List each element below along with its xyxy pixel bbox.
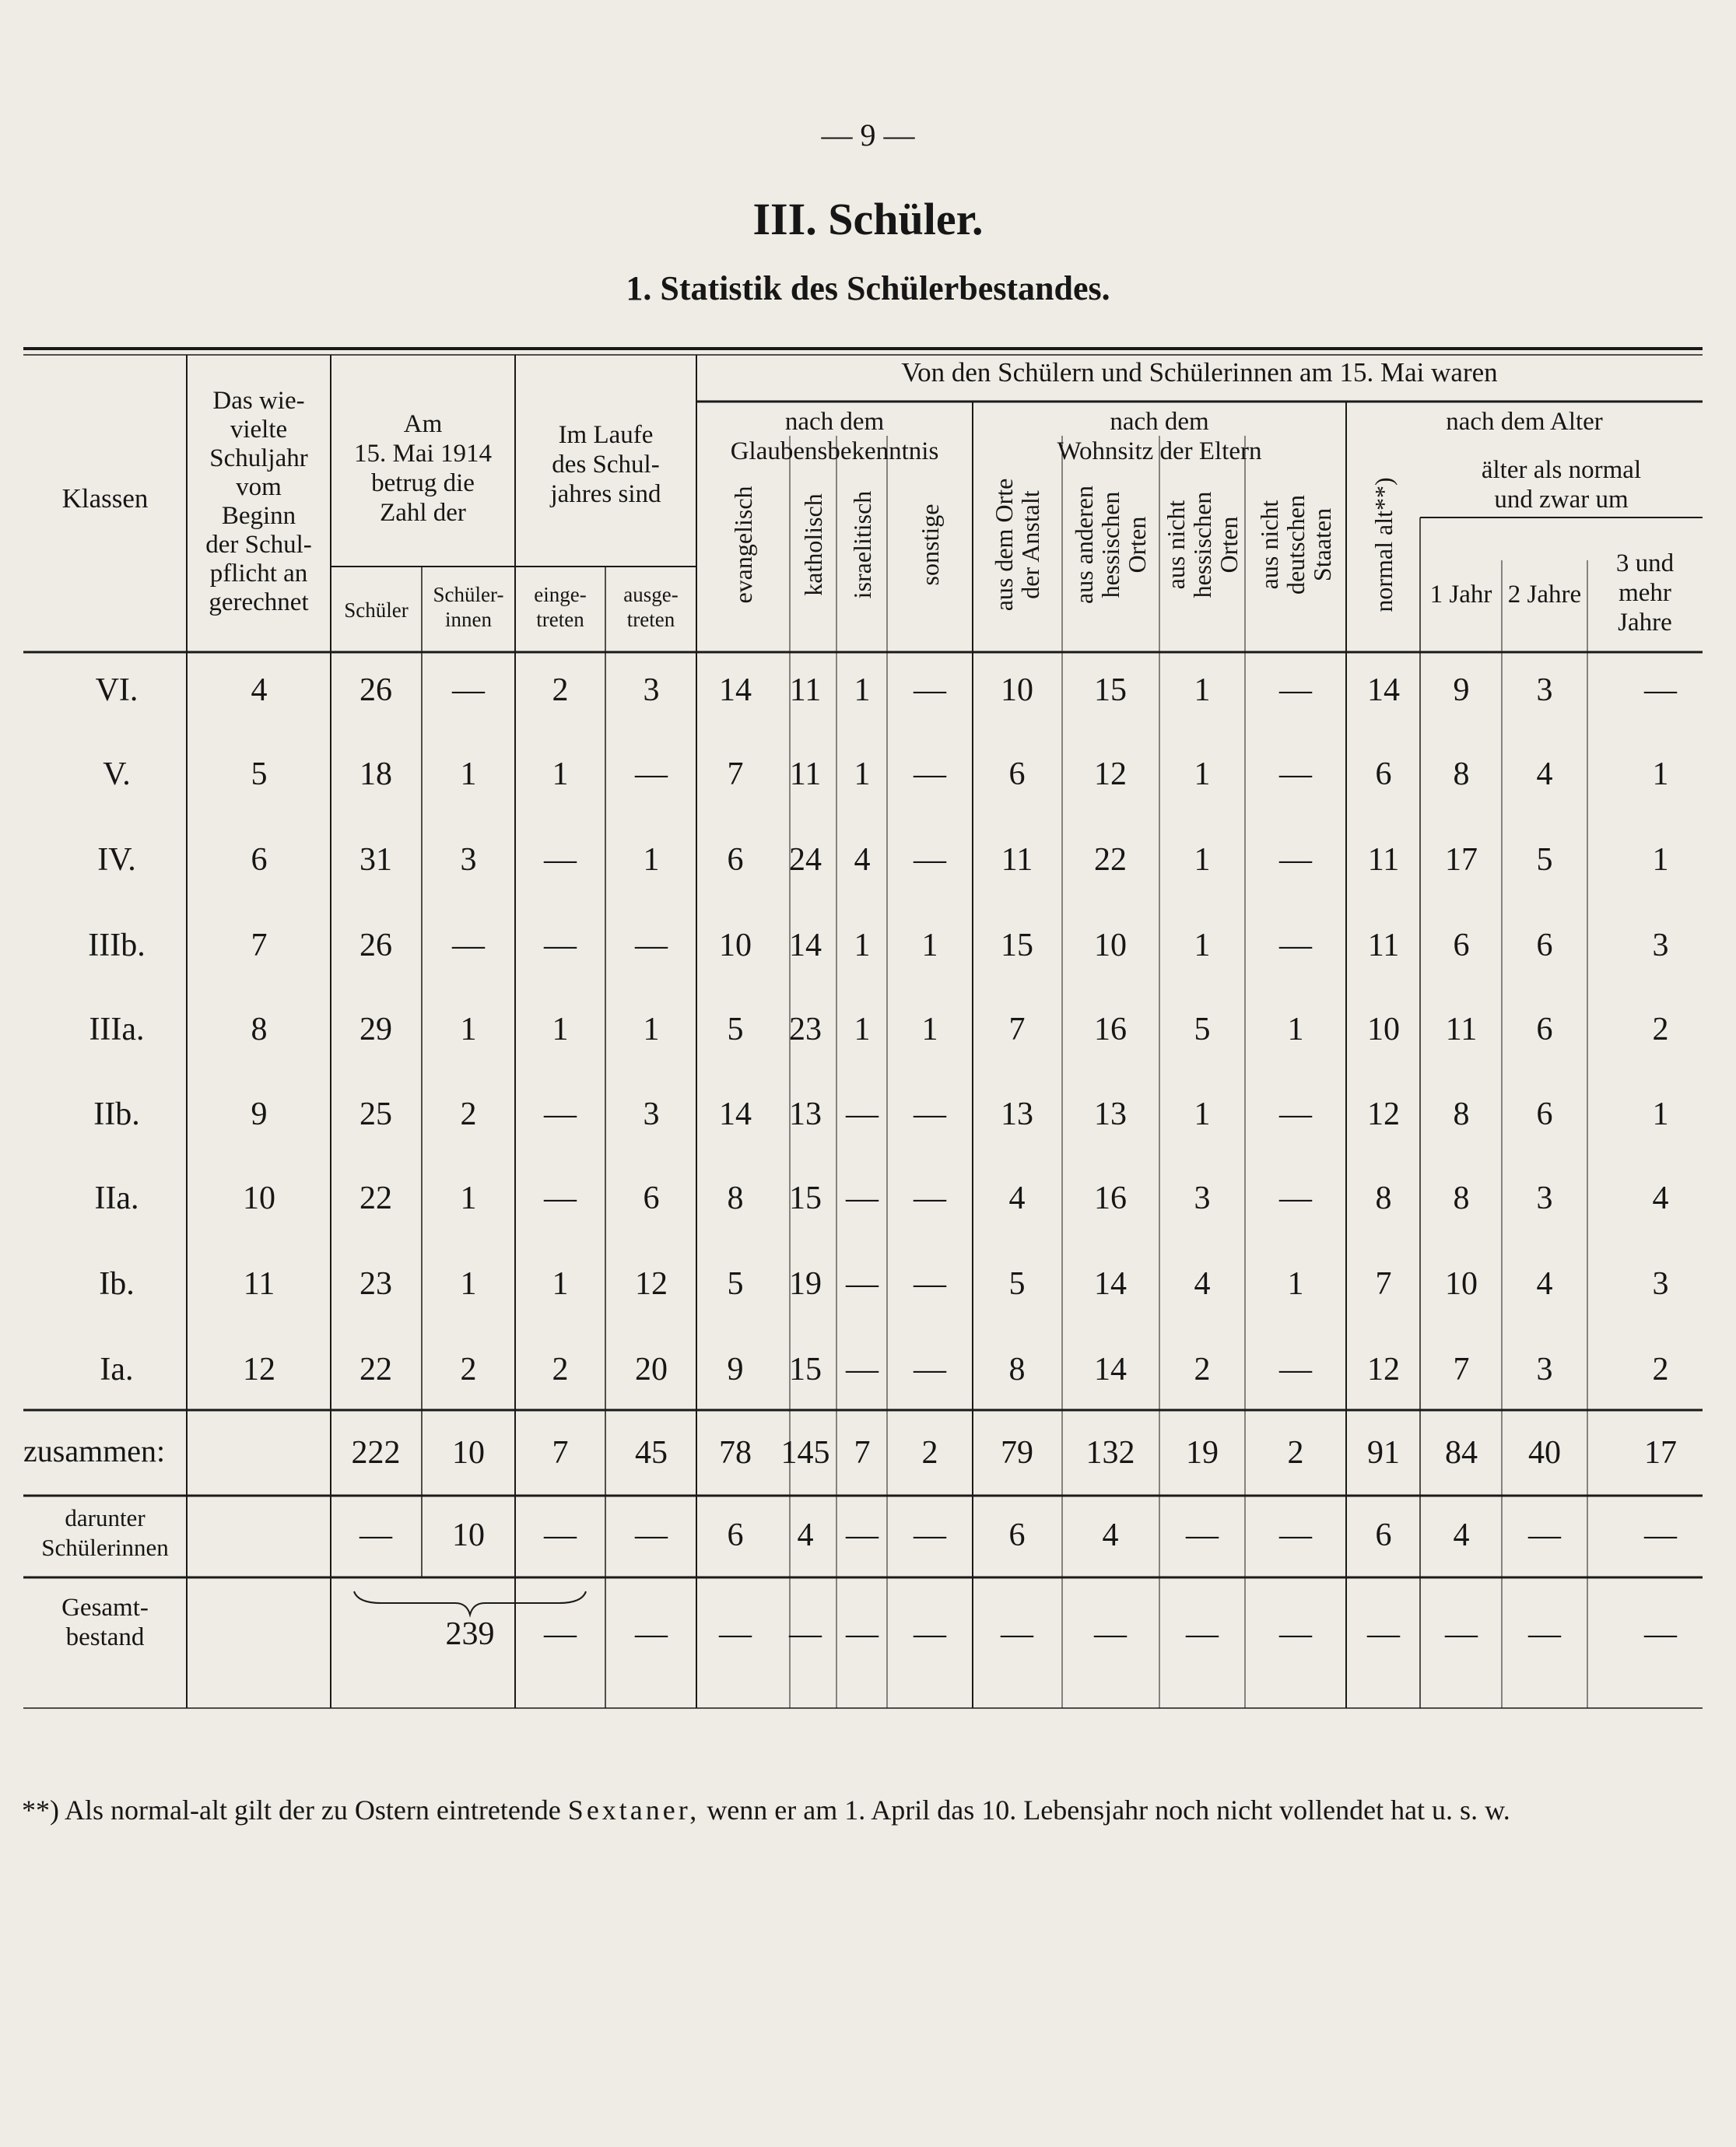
table-subtitle: 1. Statistik des Schülerbestandes. <box>626 269 1110 307</box>
row-klasse: VI. <box>95 672 139 708</box>
cell-is: 1 <box>854 672 871 708</box>
darunter-so: — <box>914 1517 946 1553</box>
cell-is: 4 <box>854 842 871 878</box>
cell-na: 8 <box>1375 1180 1392 1216</box>
zusammen-ka: 145 <box>780 1435 830 1471</box>
header-normal-alt: normal alt**) <box>1370 477 1398 612</box>
header-am-15-mai: Am 15. Mai 1914 betrug die Zahl der <box>354 410 492 527</box>
cell-so: — <box>914 842 946 878</box>
cell-aus: 3 <box>643 672 660 708</box>
cell-sj: 10 <box>243 1180 275 1216</box>
cell-na: 10 <box>1367 1012 1400 1047</box>
cell-s: 31 <box>359 842 392 878</box>
cell-ka: 13 <box>789 1096 822 1132</box>
gesamt-a3: — <box>1644 1616 1677 1652</box>
cell-si: — <box>452 928 485 963</box>
cell-si: 1 <box>460 1266 477 1302</box>
cell-a1: 9 <box>1453 672 1470 708</box>
cell-a1: 10 <box>1445 1266 1478 1302</box>
cell-o4: — <box>1279 756 1312 792</box>
cell-aus: — <box>635 756 668 792</box>
darunter-a2: — <box>1528 1517 1561 1553</box>
cell-si: 2 <box>460 1352 477 1387</box>
cell-so: 1 <box>921 928 938 963</box>
cell-o4: 1 <box>1287 1012 1304 1047</box>
header-glaubensbekenntnis: nach dem Glaubensbekenntnis <box>730 408 939 465</box>
cell-o1: 8 <box>1008 1352 1026 1387</box>
header-israelitisch: israelitisch <box>848 490 876 599</box>
darunter-is: — <box>846 1517 879 1553</box>
cell-a3: — <box>1644 672 1677 708</box>
cell-a2: 3 <box>1536 1180 1553 1216</box>
cell-aus: 6 <box>643 1180 660 1216</box>
gesamt-na: — <box>1367 1616 1400 1652</box>
cell-o2: 14 <box>1094 1352 1127 1387</box>
cell-a3: 1 <box>1652 756 1669 792</box>
darunter-si: 10 <box>452 1517 485 1553</box>
cell-ka: 23 <box>789 1012 822 1047</box>
cell-sj: 4 <box>251 672 268 708</box>
gesamt-ev: — <box>719 1616 752 1652</box>
zusammen-is: 7 <box>854 1435 871 1471</box>
cell-ein: 2 <box>552 672 569 708</box>
cell-a3: 1 <box>1652 1096 1669 1132</box>
cell-na: 11 <box>1367 842 1400 878</box>
cell-o3: 1 <box>1194 1096 1211 1132</box>
cell-na: 6 <box>1375 756 1392 792</box>
cell-ein: — <box>544 842 577 878</box>
cell-ein: — <box>544 1096 577 1132</box>
cell-a1: 17 <box>1445 842 1478 878</box>
cell-o4: — <box>1279 842 1312 878</box>
cell-ka: 15 <box>789 1352 822 1387</box>
cell-si: 3 <box>460 842 477 878</box>
cell-a1: 8 <box>1453 1180 1470 1216</box>
gesamt-o4: — <box>1279 1616 1312 1652</box>
cell-o1: 10 <box>1001 672 1033 708</box>
cell-sj: 9 <box>251 1096 268 1132</box>
row-klasse: IV. <box>97 842 136 878</box>
row-klasse: IIb. <box>93 1096 140 1132</box>
cell-ka: 14 <box>789 928 822 963</box>
cell-ka: 15 <box>789 1180 822 1216</box>
cell-sj: 8 <box>251 1012 268 1047</box>
cell-si: 1 <box>460 1012 477 1047</box>
cell-ev: 8 <box>727 1180 744 1216</box>
header-3-jahre: 3 und mehr Jahre <box>1615 549 1675 637</box>
cell-sj: 5 <box>251 756 268 792</box>
cell-aus: 3 <box>643 1096 660 1132</box>
zusammen-s: 222 <box>351 1435 401 1471</box>
cell-s: 26 <box>359 928 392 963</box>
cell-na: 12 <box>1367 1352 1400 1387</box>
cell-a3: 2 <box>1652 1012 1669 1047</box>
row-klasse: IIIb. <box>88 928 146 963</box>
cell-o2: 15 <box>1094 672 1127 708</box>
row-klasse: Ia. <box>100 1352 134 1387</box>
cell-a1: 6 <box>1453 928 1470 963</box>
cell-so: — <box>914 1096 946 1132</box>
cell-so: — <box>914 672 946 708</box>
gesamt-o3: — <box>1186 1616 1219 1652</box>
cell-a2: 6 <box>1536 928 1553 963</box>
cell-o1: 13 <box>1001 1096 1033 1132</box>
section-title: III. Schüler. <box>752 194 984 244</box>
header-alter: nach dem Alter <box>1446 408 1603 436</box>
cell-aus: 20 <box>635 1352 668 1387</box>
cell-o2: 10 <box>1094 928 1127 963</box>
cell-o3: 5 <box>1194 1012 1211 1047</box>
cell-sj: 11 <box>243 1266 275 1302</box>
cell-a2: 4 <box>1536 756 1553 792</box>
cell-o1: 6 <box>1008 756 1026 792</box>
cell-ein: — <box>544 928 577 963</box>
gesamt-a2: — <box>1528 1616 1561 1652</box>
cell-a3: 2 <box>1652 1352 1669 1387</box>
cell-ein: 1 <box>552 1266 569 1302</box>
header-von-den-schuelern: Von den Schülern und Schülerinnen am 15. Mai waren <box>901 357 1498 388</box>
header-ausgetreten: ausge- treten <box>623 583 679 631</box>
header-2-jahre: 2 Jahre <box>1507 581 1582 609</box>
cell-s: 29 <box>359 1012 392 1047</box>
gesamt-a1: — <box>1445 1616 1478 1652</box>
cell-ein: 1 <box>552 756 569 792</box>
cell-o3: 1 <box>1194 672 1211 708</box>
cell-so: — <box>914 1180 946 1216</box>
cell-sj: 7 <box>251 928 268 963</box>
darunter-a3: — <box>1644 1517 1677 1553</box>
gesamt-ka: — <box>789 1616 822 1652</box>
cell-ev: 9 <box>727 1352 744 1387</box>
zusammen-si: 10 <box>452 1435 485 1471</box>
header-aus-dem-orte: aus dem Orte der Anstalt <box>990 478 1044 612</box>
gesamt-o2: — <box>1094 1616 1127 1652</box>
zusammen-o3: 19 <box>1186 1435 1219 1471</box>
darunter-o2: 4 <box>1102 1517 1119 1553</box>
cell-a3: 4 <box>1652 1180 1669 1216</box>
cell-a2: 3 <box>1536 672 1553 708</box>
cell-ka: 24 <box>789 842 822 878</box>
cell-o4: 1 <box>1287 1266 1304 1302</box>
gesamt-o1: — <box>1001 1616 1033 1652</box>
cell-is: 1 <box>854 1012 871 1047</box>
cell-a2: 3 <box>1536 1352 1553 1387</box>
zusammen-ev: 78 <box>719 1435 752 1471</box>
cell-o3: 4 <box>1194 1266 1211 1302</box>
header-aus-anderen-hessischen: aus anderen hessischen Orten <box>1070 486 1151 604</box>
cell-so: — <box>914 1266 946 1302</box>
cell-na: 11 <box>1367 928 1400 963</box>
gesamt-aus: — <box>635 1616 668 1652</box>
cell-si: 2 <box>460 1096 477 1132</box>
cell-o4: — <box>1279 672 1312 708</box>
row-klasse: V. <box>103 756 131 792</box>
gesamt-so: — <box>914 1616 946 1652</box>
cell-si: 1 <box>460 1180 477 1216</box>
cell-o1: 5 <box>1008 1266 1026 1302</box>
cell-is: — <box>846 1352 879 1387</box>
cell-a1: 11 <box>1445 1012 1478 1047</box>
cell-o3: 2 <box>1194 1352 1211 1387</box>
cell-o2: 16 <box>1094 1012 1127 1047</box>
gesamt-ein: — <box>544 1616 577 1652</box>
cell-s: 18 <box>359 756 392 792</box>
cell-ka: 11 <box>789 756 822 792</box>
cell-is: — <box>846 1266 879 1302</box>
cell-so: — <box>914 756 946 792</box>
zusammen-na: 91 <box>1367 1435 1400 1471</box>
header-schuljahr: Das wie- vielte Schuljahr vom Beginn der Schul- pflicht an gerechnet <box>205 387 312 616</box>
cell-ein: 1 <box>552 1012 569 1047</box>
cell-a1: 8 <box>1453 756 1470 792</box>
cell-ev: 10 <box>719 928 752 963</box>
cell-na: 12 <box>1367 1096 1400 1132</box>
cell-ev: 14 <box>719 1096 752 1132</box>
zusammen-a1: 84 <box>1445 1435 1478 1471</box>
header-aus-nicht-hessischen: aus nicht hessischen Orten <box>1162 491 1243 598</box>
cell-s: 22 <box>359 1352 392 1387</box>
cell-na: 14 <box>1367 672 1400 708</box>
header-schuelerinnen: Schüler- innen <box>433 583 504 631</box>
cell-ev: 5 <box>727 1266 744 1302</box>
zusammen-label: zusammen: <box>23 1433 166 1468</box>
darunter-label: darunter Schülerinnen <box>41 1504 169 1561</box>
cell-o1: 15 <box>1001 928 1033 963</box>
cell-ev: 7 <box>727 756 744 792</box>
cell-aus: 1 <box>643 1012 660 1047</box>
cell-o2: 13 <box>1094 1096 1127 1132</box>
header-im-laufe: Im Laufe des Schul- jahres sind <box>550 421 661 508</box>
darunter-o3: — <box>1186 1517 1219 1553</box>
cell-o3: 1 <box>1194 842 1211 878</box>
cell-aus: 12 <box>635 1266 668 1302</box>
cell-aus: 1 <box>643 842 660 878</box>
darunter-ka: 4 <box>797 1517 814 1553</box>
darunter-o4: — <box>1279 1517 1312 1553</box>
gesamt-label: Gesamt- bestand <box>61 1594 149 1651</box>
cell-aus: — <box>635 928 668 963</box>
cell-a2: 6 <box>1536 1096 1553 1132</box>
cell-o4: — <box>1279 1180 1312 1216</box>
cell-s: 25 <box>359 1096 392 1132</box>
cell-so: — <box>914 1352 946 1387</box>
row-klasse: IIIa. <box>89 1012 145 1047</box>
header-aus-nicht-deutschen: aus nicht deutschen Staaten <box>1255 495 1336 595</box>
cell-a3: 1 <box>1652 842 1669 878</box>
darunter-a1: 4 <box>1453 1517 1470 1553</box>
zusammen-a2: 40 <box>1528 1435 1561 1471</box>
cell-s: 26 <box>359 672 392 708</box>
cell-si: — <box>452 672 485 708</box>
page-number: — 9 — <box>821 118 915 153</box>
header-schueler: Schüler <box>344 598 409 622</box>
cell-so: 1 <box>921 1012 938 1047</box>
header-klassen: Klassen <box>61 483 149 514</box>
cell-ev: 5 <box>727 1012 744 1047</box>
zusammen-so: 2 <box>921 1435 938 1471</box>
zusammen-o2: 132 <box>1085 1435 1135 1471</box>
cell-a1: 8 <box>1453 1096 1470 1132</box>
cell-o4: — <box>1279 928 1312 963</box>
cell-o4: — <box>1279 1096 1312 1132</box>
cell-a3: 3 <box>1652 928 1669 963</box>
zusammen-ein: 7 <box>552 1435 569 1471</box>
header-aelter-als-normal: älter als normal und zwar um <box>1481 456 1642 514</box>
cell-o1: 4 <box>1008 1180 1026 1216</box>
cell-a1: 7 <box>1453 1352 1470 1387</box>
footnote: **) Als normal-alt gilt der zu Ostern eintretende Sextaner, wenn er am 1. April das 10. Lebensjahr noch nicht vollendet hat u. s. w. <box>22 1794 1510 1826</box>
cell-o2: 14 <box>1094 1266 1127 1302</box>
darunter-ev: 6 <box>727 1517 744 1553</box>
darunter-s: — <box>359 1517 392 1553</box>
cell-ev: 14 <box>719 672 752 708</box>
header-1-jahr: 1 Jahr <box>1429 581 1492 609</box>
zusammen-o4: 2 <box>1287 1435 1304 1471</box>
zusammen-aus: 45 <box>635 1435 668 1471</box>
header-katholisch: katholisch <box>799 493 827 596</box>
darunter-na: 6 <box>1375 1517 1392 1553</box>
cell-a2: 6 <box>1536 1012 1553 1047</box>
cell-na: 7 <box>1375 1266 1392 1302</box>
cell-ein: 2 <box>552 1352 569 1387</box>
cell-a3: 3 <box>1652 1266 1669 1302</box>
row-klasse: Ib. <box>99 1266 135 1302</box>
zusammen-o1: 79 <box>1001 1435 1033 1471</box>
cell-is: — <box>846 1180 879 1216</box>
header-sonstige: sonstige <box>916 503 944 586</box>
cell-is: 1 <box>854 756 871 792</box>
cell-o2: 12 <box>1094 756 1127 792</box>
cell-o1: 7 <box>1008 1012 1026 1047</box>
cell-o2: 22 <box>1094 842 1127 878</box>
cell-o2: 16 <box>1094 1180 1127 1216</box>
cell-is: 1 <box>854 928 871 963</box>
cell-sj: 12 <box>243 1352 275 1387</box>
cell-ka: 19 <box>789 1266 822 1302</box>
cell-sj: 6 <box>251 842 268 878</box>
cell-o3: 1 <box>1194 928 1211 963</box>
darunter-aus: — <box>635 1517 668 1553</box>
row-klasse: IIa. <box>94 1180 139 1216</box>
cell-o3: 3 <box>1194 1180 1211 1216</box>
header-eingetreten: einge- treten <box>534 583 587 631</box>
gesamt-total: 239 <box>445 1616 495 1652</box>
darunter-o1: 6 <box>1008 1517 1026 1553</box>
cell-s: 23 <box>359 1266 392 1302</box>
cell-ev: 6 <box>727 842 744 878</box>
cell-o4: — <box>1279 1352 1312 1387</box>
cell-si: 1 <box>460 756 477 792</box>
cell-is: — <box>846 1096 879 1132</box>
zusammen-a3: 17 <box>1644 1435 1677 1471</box>
cell-a2: 4 <box>1536 1266 1553 1302</box>
gesamt-is: — <box>846 1616 879 1652</box>
header-evangelisch: evangelisch <box>729 486 757 604</box>
cell-s: 22 <box>359 1180 392 1216</box>
cell-o3: 1 <box>1194 756 1211 792</box>
darunter-ein: — <box>544 1517 577 1553</box>
cell-a2: 5 <box>1536 842 1553 878</box>
cell-o1: 11 <box>1001 842 1033 878</box>
cell-ein: — <box>544 1180 577 1216</box>
cell-ka: 11 <box>789 672 822 708</box>
header-wohnsitz: nach dem Wohnsitz der Eltern <box>1057 408 1262 465</box>
